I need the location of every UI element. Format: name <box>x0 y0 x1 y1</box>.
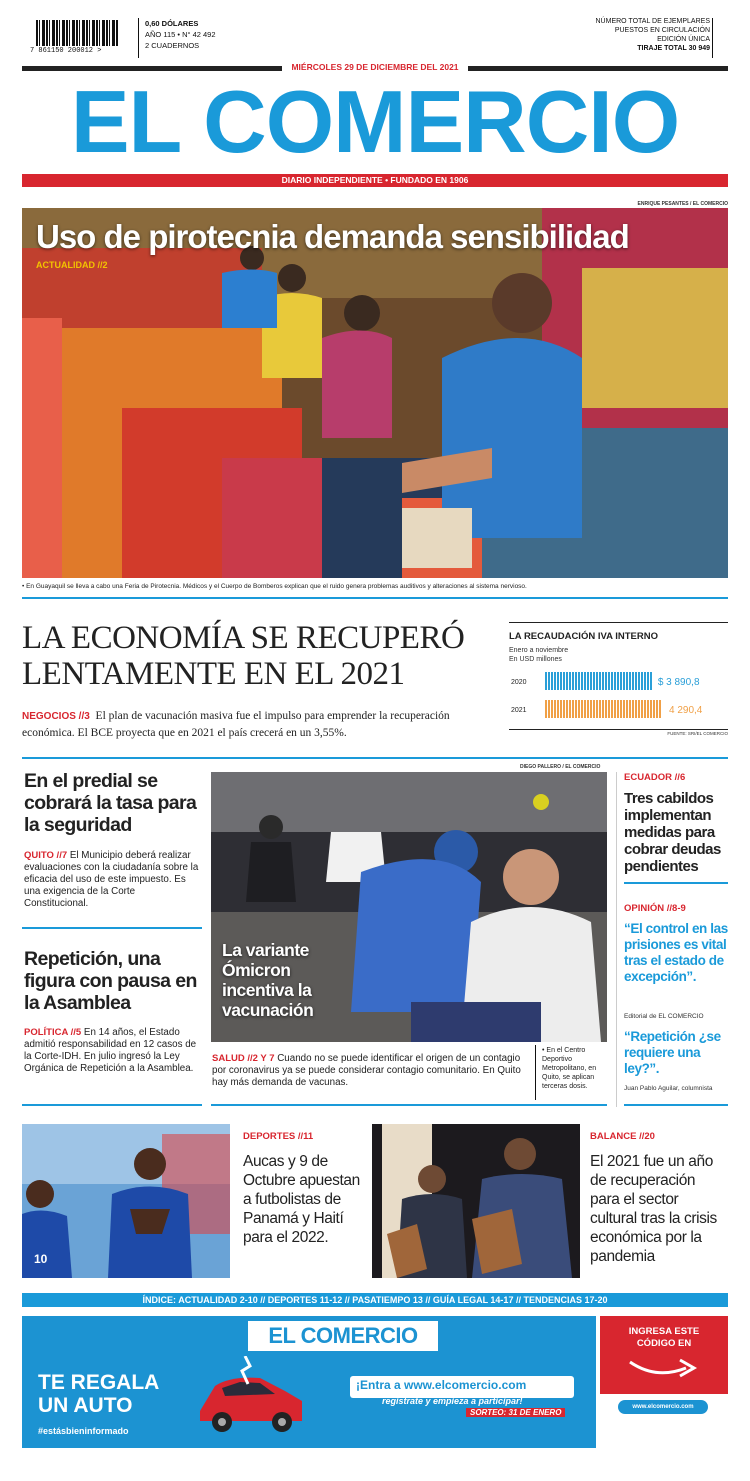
chart-category-label: 2020 <box>511 679 527 686</box>
chart-value-label: $ 3 890,8 <box>657 677 700 688</box>
ecuador-tag: ECUADOR //6 <box>624 772 686 783</box>
omicron-headline: La variante Ómicron incentiva la vacunación <box>222 940 314 1020</box>
center-divider <box>211 1104 607 1106</box>
sports-tag: DEPORTES //11 <box>243 1131 314 1142</box>
omicron-summary: SALUD //2 Y 7 Cuando no se puede identificar el origen de un contagio por coronavirus ya se puede considerar contagio comunitario. En Quito hay más demanda de vacunas. <box>212 1053 521 1088</box>
concert-photo <box>372 1124 580 1278</box>
right-divider <box>624 882 728 884</box>
predial-summary: QUITO //7 El Municipio deberá realizar evaluaciones con la ciudadanía sobre la eficacia del uso de este impuesto. Es una exigencia de la Corte Constitucional. <box>24 850 199 909</box>
ad-site-badge: www.elcomercio.com <box>618 1400 708 1414</box>
column-divider <box>22 1104 202 1106</box>
arrow-right-icon <box>626 1356 702 1380</box>
chart-plot <box>509 668 728 724</box>
economy-text: El plan de vacunación masiva fue el impulso para emprender la recuperación económica. El BCE proyecta que en 2021 el país crecerá en un 3,55%. <box>22 710 450 739</box>
price: 0,60 DÓLARES <box>145 19 199 28</box>
section-divider <box>22 757 728 759</box>
car-giveaway-ad <box>22 1316 728 1448</box>
ad-hashtag: #estásbieninformado <box>38 1426 129 1436</box>
sections-count: 2 CUADERNOS <box>145 41 200 50</box>
year-issue: AÑO 115 • N° 42 492 <box>145 30 216 39</box>
masthead: EL COMERCIO <box>70 72 680 171</box>
chart-value-label: 4 290,4 <box>669 705 703 716</box>
section-divider <box>22 597 728 599</box>
car-icon <box>190 1356 310 1440</box>
barcode-number: 7 861150 200012 > <box>30 47 102 55</box>
economy-tag: NEGOCIOS //3 <box>22 711 90 722</box>
jersey-number: 10 <box>34 1252 48 1266</box>
economy-headline: LA ECONOMÍA SE RECUPERÓ LENTAMENTE EN EL 2021 <box>22 620 465 692</box>
header-divider-right <box>712 18 713 58</box>
repeticion-summary: POLÍTICA //5 En 14 años, el Estado admitió responsabilidad en 12 casos de la Corte-IDH. En julio ingresó la Ley Orgánica de Repetición a la Asamblea. <box>24 1027 197 1074</box>
right-divider <box>624 1104 728 1106</box>
vat-revenue-chart <box>509 622 728 742</box>
hero-section-tag: ACTUALIDAD //2 <box>36 260 108 270</box>
header-divider <box>138 18 139 58</box>
ad-url-sub: regístrate y empieza a participar! <box>382 1396 523 1406</box>
vaccination-caption: • En el Centro Deportivo Metropolitano, en Quito, se aplican terceras dosis. <box>542 1047 597 1090</box>
predial-headline: En el predial se cobrará la tasa para la seguridad <box>24 770 197 836</box>
opinion-attribution-2: Juan Pablo Aguilar, columnista <box>624 1085 713 1092</box>
ad-headline: TE REGALA UN AUTO <box>38 1371 160 1417</box>
chart-bar <box>545 672 652 690</box>
opinion-attribution-1: Editorial de EL COMERCIO <box>624 1013 704 1020</box>
code-box-text: INGRESA ESTE CÓDIGO EN <box>628 1326 700 1349</box>
hero-headline: Uso de pirotecnia demanda sensibilidad <box>36 218 629 255</box>
chart-subtitle: Enero a noviembre En USD millones <box>509 647 569 663</box>
hero-photo-fireworks-market <box>22 208 728 578</box>
opinion-quote-1: “El control en las prisiones es vital tras el estado de excepción”. <box>624 921 728 984</box>
sports-headline: Aucas y 9 de Octubre apuestan a futbolistas de Panamá y Haití para el 2022. <box>243 1153 360 1246</box>
chart-category-label: 2021 <box>511 707 527 714</box>
circulation-info: NÚMERO TOTAL DE EJEMPLARES PUESTOS EN CIRCULACIÓN EDICIÓN ÚNICA TIRAJE TOTAL 30 949 <box>595 18 710 52</box>
economy-summary <box>22 708 502 741</box>
chart-bar <box>545 700 661 718</box>
opinion-quote-2: “Repetición ¿se requiere una ley?”. <box>624 1029 721 1076</box>
repeticion-headline: Repetición, una figura con pausa en la Asamblea <box>24 948 197 1014</box>
index-bar: ÍNDICE: ACTUALIDAD 2-10 // DEPORTES 11-12 // PASATIEMPO 13 // GUÍA LEGAL 14-17 // TENDENCIAS 17-20 <box>22 1293 728 1307</box>
barcode <box>36 20 118 46</box>
chart-source: FUENTE: SRI/EL COMERCIO <box>509 729 728 736</box>
caption-divider <box>535 1045 536 1100</box>
issue-date: MIÉRCOLES 29 DE DICIEMBRE DEL 2021 <box>282 60 468 74</box>
ad-brand: EL COMERCIO <box>268 1323 418 1348</box>
opinion-tag: OPINIÓN //8-9 <box>624 903 686 914</box>
hero-photo-credit: ENRIQUE PESANTES / EL COMERCIO <box>637 201 728 207</box>
column-divider <box>22 927 202 929</box>
ad-url: ¡Entra a www.elcomercio.com <box>356 1378 527 1392</box>
right-column-rule <box>616 772 617 1107</box>
cabildos-headline: Tres cabildos implementan medidas para cobrar deudas pendientes <box>624 790 721 875</box>
balance-tag: BALANCE //20 <box>590 1131 655 1142</box>
ad-draw-date: SORTEO: 31 DE ENERO <box>466 1408 565 1417</box>
football-photo <box>22 1124 230 1278</box>
hero-caption: • En Guayaquil se lleva a cabo una Feria de Pirotecnia. Médicos y el Cuerpo de Bomberos explican que el ruido genera problemas auditivos y alteraciones al sistema nervioso. <box>22 583 527 590</box>
slogan: DIARIO INDEPENDIENTE • FUNDADO EN 1906 <box>281 175 469 185</box>
balance-headline: El 2021 fue un año de recuperación para el sector cultural tras la crisis económica por la pandemia <box>590 1153 717 1265</box>
center-photo-credit: DIEGO PALLERO / EL COMERCIO <box>520 764 601 770</box>
chart-title: LA RECAUDACIÓN IVA INTERNO <box>509 622 728 642</box>
